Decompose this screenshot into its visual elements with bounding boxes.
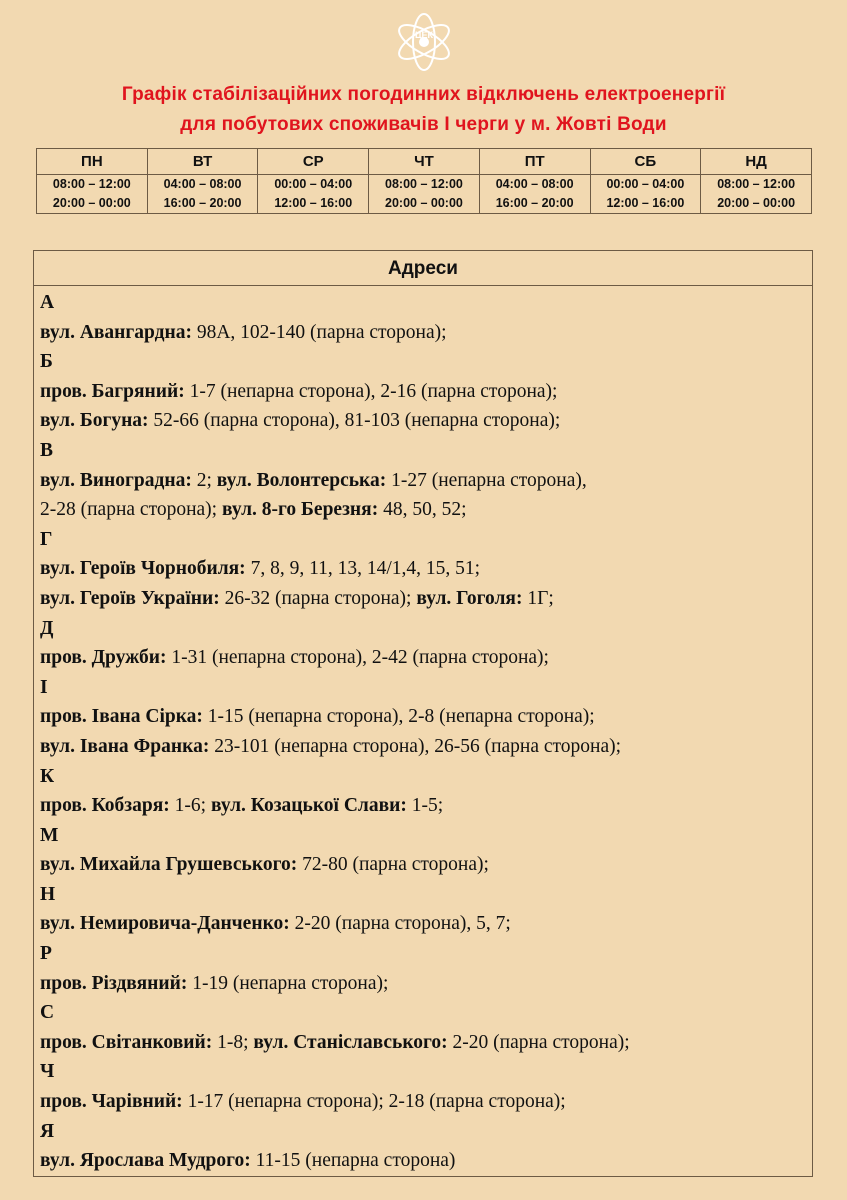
street-name: вул. Виноградна:: [40, 469, 192, 491]
street-name: вул. Козацької Слави:: [210, 795, 407, 817]
letter-heading: Ч: [40, 1061, 55, 1083]
street-name: вул. Героїв Чорнобиля:: [40, 558, 246, 580]
house-numbers: 1-8;: [212, 1031, 254, 1053]
time-slot: 00:00 – 04:00: [606, 177, 685, 191]
logo-text: ЦЕК: [414, 30, 434, 40]
time-slot: 20:00 – 00:00: [717, 196, 796, 210]
house-numbers: 23-101 (непарна сторона), 26-56 (парна сторона);: [209, 735, 622, 757]
schedule-cell: [37, 175, 148, 214]
address-line: [40, 406, 812, 436]
schedule-cell: [701, 175, 812, 214]
address-line: [40, 495, 812, 525]
letter-heading: Р: [40, 943, 52, 965]
schedule-cell: [258, 175, 369, 214]
letter-heading: Г: [40, 528, 53, 550]
day-header: ВТ: [147, 149, 258, 175]
house-numbers: 98А, 102-140 (парна сторона);: [191, 321, 447, 343]
time-slot: 08:00 – 12:00: [52, 177, 131, 191]
house-numbers: 2;: [191, 469, 217, 491]
day-header: ПН: [37, 149, 148, 175]
address-line: [40, 732, 812, 762]
time-slot: 12:00 – 16:00: [274, 196, 353, 210]
street-name: пров. Кобзаря:: [40, 795, 170, 817]
address-line: [40, 1087, 812, 1117]
letter-heading: М: [40, 824, 59, 846]
street-name: вул. Богуна:: [40, 410, 149, 432]
address-line: [40, 643, 812, 673]
address-line: [40, 466, 812, 496]
address-line: [40, 969, 812, 999]
house-numbers: 1-6;: [169, 795, 211, 817]
letter-heading: Н: [40, 883, 56, 905]
addresses-header: Адреси: [34, 251, 812, 286]
addresses-box: [33, 250, 813, 1177]
day-header: НД: [701, 149, 812, 175]
address-line: [40, 1028, 812, 1058]
time-slot: 00:00 – 04:00: [274, 177, 353, 191]
house-numbers: 1-5;: [406, 795, 444, 817]
schedule-slots-row: [37, 175, 812, 214]
page-subtitle: для побутових споживачів І черги у м. Жовті Води: [180, 114, 667, 135]
house-numbers: 48, 50, 52;: [378, 499, 467, 521]
street-name: пров. Дружби:: [40, 647, 167, 669]
house-numbers: 1Г;: [522, 587, 554, 609]
house-numbers: 2-20 (парна сторона), 5, 7;: [289, 913, 511, 935]
address-line: [40, 791, 812, 821]
schedule-header-row: [37, 149, 812, 175]
atom-logo-icon: [392, 10, 456, 74]
house-numbers: 1-27 (непарна сторона),: [386, 469, 587, 491]
schedule-cell: [479, 175, 590, 214]
house-numbers: 7, 8, 9, 11, 13, 14/1,4, 15, 51;: [245, 558, 481, 580]
house-numbers: 1-15 (непарна сторона), 2-8 (непарна сторона);: [202, 706, 595, 728]
address-line: [40, 1146, 812, 1176]
address-line: [40, 909, 812, 939]
house-numbers: 72-80 (парна сторона);: [297, 854, 489, 876]
letter-heading: А: [40, 292, 55, 313]
address-line: [40, 702, 812, 732]
letter-heading: Б: [40, 351, 53, 373]
time-slot: 04:00 – 08:00: [495, 177, 574, 191]
letter-heading: В: [40, 439, 54, 461]
house-numbers: 52-66 (парна сторона), 81-103 (непарна сторона);: [148, 410, 561, 432]
day-header: СР: [258, 149, 369, 175]
street-name: вул. Ярослава Мудрого:: [40, 1150, 251, 1172]
letter-heading: С: [40, 1002, 55, 1024]
house-numbers: 2-28 (парна сторона);: [40, 499, 222, 521]
street-name: пров. Івана Сірка:: [40, 706, 203, 728]
time-slot: 08:00 – 12:00: [717, 177, 796, 191]
time-slot: 20:00 – 00:00: [52, 196, 131, 210]
time-slot: 16:00 – 20:00: [495, 196, 574, 210]
street-name: вул. Михайла Грушевського:: [40, 854, 298, 876]
time-slot: 08:00 – 12:00: [385, 177, 463, 191]
house-numbers: 1-31 (непарна сторона), 2-42 (парна сторона);: [166, 647, 549, 669]
letter-heading: І: [40, 676, 48, 698]
schedule-table: [36, 148, 812, 214]
house-numbers: 2-20 (парна сторона);: [447, 1031, 630, 1053]
letter-heading: Я: [40, 1120, 55, 1142]
street-name: пров. Чарівний:: [40, 1091, 183, 1113]
address-line: [40, 554, 812, 584]
time-slot: 16:00 – 20:00: [163, 196, 242, 210]
street-name: вул. Волонтерська:: [216, 469, 387, 491]
schedule-cell: [369, 175, 480, 214]
street-name: пров. Світанковий:: [40, 1031, 213, 1053]
address-line: [40, 584, 812, 614]
street-name: вул. Авангардна:: [40, 321, 192, 343]
day-header: ЧТ: [369, 149, 480, 175]
time-slot: 12:00 – 16:00: [606, 196, 685, 210]
day-header: СБ: [590, 149, 701, 175]
address-line: [40, 318, 812, 348]
street-name: пров. Різдвяний:: [40, 972, 188, 994]
addresses-list: [34, 286, 812, 1176]
street-name: пров. Багряний:: [40, 380, 185, 402]
time-slot: 20:00 – 00:00: [385, 196, 463, 210]
street-name: вул. Івана Франка:: [40, 735, 210, 757]
street-name: вул. 8-го Березня:: [221, 499, 379, 521]
letter-heading: Д: [40, 617, 54, 639]
house-numbers: 1-19 (непарна сторона);: [187, 972, 389, 994]
street-name: вул. Немировича-Данченко:: [40, 913, 290, 935]
house-numbers: 1-17 (непарна сторона); 2-18 (парна сторона);: [182, 1091, 566, 1113]
schedule-cell: [147, 175, 258, 214]
house-numbers: 11-15 (непарна сторона): [250, 1150, 456, 1172]
schedule-cell: [590, 175, 701, 214]
house-numbers: 26-32 (парна сторона);: [219, 587, 417, 609]
street-name: вул. Героїв України:: [40, 587, 220, 609]
letter-heading: К: [40, 765, 55, 787]
day-header: ПТ: [479, 149, 590, 175]
address-line: [40, 377, 812, 407]
time-slot: 04:00 – 08:00: [163, 177, 242, 191]
street-name: вул. Гоголя:: [416, 587, 523, 609]
house-numbers: 1-7 (непарна сторона), 2-16 (парна сторона);: [184, 380, 558, 402]
address-line: [40, 850, 812, 880]
page-title: Графік стабілізаційних погодинних відключень електроенергії: [121, 84, 726, 105]
street-name: вул. Станіславського:: [253, 1031, 448, 1053]
